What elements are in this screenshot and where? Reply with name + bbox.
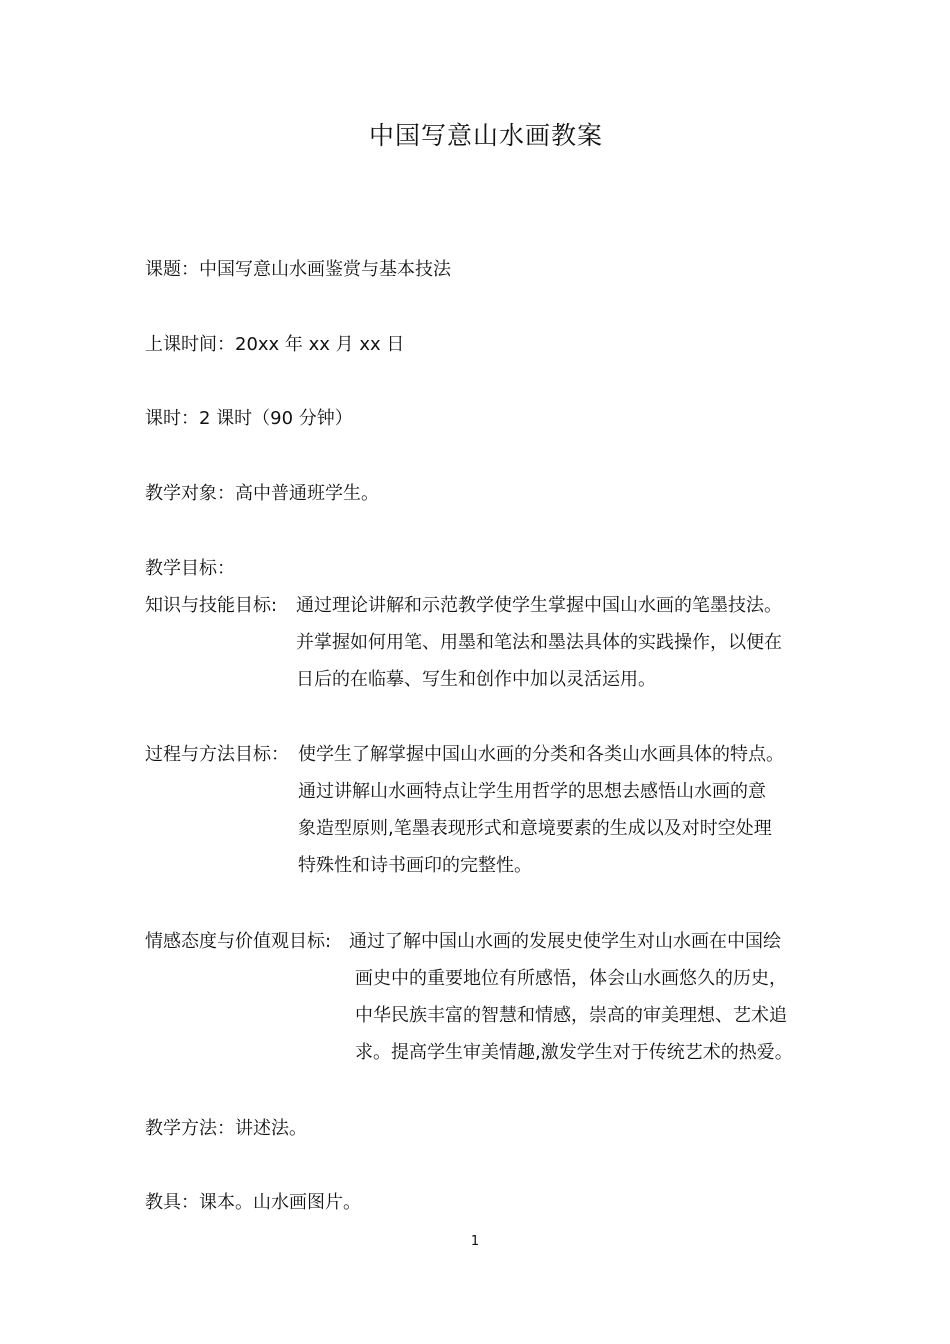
class-time-line: 上课时间：20xx 年 xx 月 xx 日 [145,334,405,355]
objectives-heading: 教学目标： [145,558,235,579]
objective-emotion-line: 求。提高学生审美情趣,激发学生对于传统艺术的热爱。 [355,1042,793,1063]
topic-line: 课题：中国写意山水画鉴赏与基本技法 [145,259,451,280]
objective-knowledge-line: 并掌握如何用笔、用墨和笔法和墨法具体的实践操作，以便在 [296,632,782,653]
objective-emotion-label: 情感态度与价值观目标: [145,931,332,952]
objective-emotion-line: 通过了解中国山水画的发展史使学生对山水画在中国绘 [349,931,781,952]
objective-knowledge-label: 知识与技能目标: [145,595,278,616]
audience-line: 教学对象：高中普通班学生。 [145,483,379,504]
page-number: 1 [470,1234,480,1249]
objective-knowledge-line: 日后的在临摹、写生和创作中加以灵活运用。 [296,669,656,690]
tools-line: 教具：课本。山水画图片。 [145,1192,361,1213]
objective-process-line: 通过讲解山水画特点让学生用哲学的思想去感悟山水画的意 [298,781,766,802]
objective-process-line: 象造型原则,笔墨表现形式和意境要素的生成以及对时空处理 [298,818,772,839]
hours-line: 课时：2 课时（90 分钟） [145,408,353,429]
objective-process-line: 特殊性和诗书画印的完整性。 [298,855,532,876]
objective-knowledge-line: 通过理论讲解和示范教学使学生掌握中国山水画的笔墨技法。 [296,595,782,616]
objective-process-line: 使学生了解掌握中国山水画的分类和各类山水画具体的特点。 [298,744,784,765]
document-title: 中国写意山水画教案 [368,121,603,150]
objective-emotion-line: 画史中的重要地位有所感悟，体会山水画悠久的历史， [355,968,787,989]
method-line: 教学方法：讲述法。 [145,1118,307,1139]
objective-process-label: 过程与方法目标： [145,744,289,765]
objective-emotion-line: 中华民族丰富的智慧和情感，崇高的审美理想、艺术追 [355,1005,787,1026]
